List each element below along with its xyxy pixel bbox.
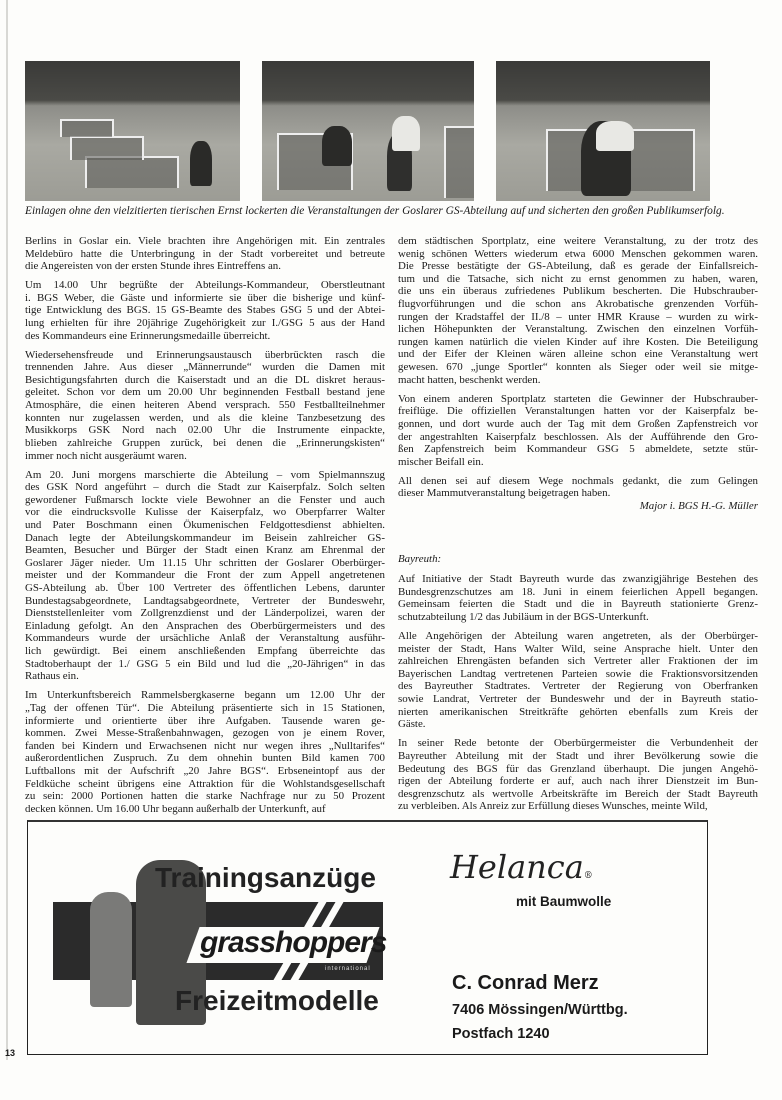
author-signature: Major i. BGS H.-G. Müller <box>639 499 758 512</box>
text-line: die Angereisten von der ersten Stunde ihres Eintreffens an. <box>25 260 281 273</box>
text-line: Gäste. <box>398 718 426 731</box>
text-line: kommen. Zwei Messe-Straßenbahnwagen, gezogen von je einem Rover, <box>25 727 385 740</box>
text-line: außerordentlichen Zuspruch. Zu dem ohnehin bunten Bild kamen 700 <box>25 752 385 765</box>
text-line: Im Unterkunftsbereich Rammelsbergkaserne begann um 12.00 Uhr der <box>25 689 385 702</box>
text-line: Auf Initiative der Stadt Bayreuth wurde das zwanzigjährige Bestehen des <box>398 573 758 586</box>
paragraph <box>25 349 385 462</box>
text-line: dieser Mammutveranstaltung beigetragen haben. <box>398 487 611 500</box>
article-right-column <box>398 235 758 819</box>
text-line: Luftballons mit der Aufschrift „20 Jahre BGS“. Erbseneintopf aus der <box>25 764 385 777</box>
text-line: immer noch nicht ausgeräumt waren. <box>25 449 187 462</box>
text-line: mischer Beifall ein. <box>398 455 484 468</box>
text-line: Danach legte der Abteilungskommandeur im Beisein zahlreicher GS- <box>25 531 385 544</box>
photo-bed-crowd <box>496 61 710 201</box>
text-line: Von einem anderen Sportplatz starteten die Gewinner der Hubschrauber- <box>398 392 758 405</box>
paragraph <box>25 689 385 815</box>
text-line: Goslarer Jäger nieder. Um 11.15 Uhr schritten der Goslarer Oberbürger- <box>25 556 385 569</box>
text-line: gewordener Fußmarsch lockte viele Bewohner an die Fenster und auch <box>25 493 385 506</box>
paragraph <box>25 235 385 273</box>
text-line: der angestrahlten Kaiserpfalz beschlossen. Als der Aufführende den Gro- <box>398 430 758 443</box>
text-line: des Kommandeurs eine Erinnerungsmedaille überreicht. <box>25 329 271 342</box>
text-line: i. BGS Weber, die Gäste und informierte sie über die bisherige und künf- <box>25 291 385 304</box>
text-line: Gemeinsam feierten die Stadt und die in Bayreuth stationierte Grenz- <box>398 598 758 611</box>
text-line: Bayerischen Landtag vertretenen Parteien sowie die Fraktionsvorsitzenden <box>398 667 758 680</box>
helanca-logo-text: Helanca <box>450 848 584 886</box>
text-line: gewesen. 670 „junge Sportler“ konnten als Sieger oder weil sie mitge- <box>398 361 758 374</box>
text-line: meister und der Kommandeur die Front der zum Appell angetretenen <box>25 569 385 582</box>
helanca-logo <box>450 848 593 886</box>
text-line: konnten nur zugelassen werden, und als die kleine Tanzbesetzung des <box>25 411 385 424</box>
text-line: zahlreichen Ehrengästen befanden sich Vertreter aller Fraktionen der im <box>398 655 758 668</box>
text-line: des GSK Nord angeführt – durch die Stadt zur Kaiserpfalz. Solch selten <box>25 481 385 494</box>
text-line: Dienststellenleiter vom Zollgrenzdienst und der Länderpolizei, waren der <box>25 607 385 620</box>
text-line: Beamten, Besucher und Bürger der Stadt einen Kranz am Ehrenmal der <box>25 544 385 557</box>
text-line: Meldebüro hatte die Unterbringung in der Stadt vorbereitet und betreute <box>25 247 385 260</box>
text-line: In seiner Rede betonte der Oberbürgermeister die Verbundenheit der <box>398 737 758 750</box>
text-line: decken können. Um 16.00 Uhr begann außerhalb der Unterkunft, auf <box>25 802 326 815</box>
text-line: desgrenzschutz als wertvolle Arbeitskräfte im Bereich der Stadt Bayreuth <box>398 787 758 800</box>
text-line: gonnen, und dort wurde auch der Tag mit dem Großen Zapfenstreich vor <box>398 417 758 430</box>
headline-freizeitmodelle: Freizeitmodelle <box>175 985 379 1016</box>
text-line: ßen Zapfenstreich beim Kommandeur GSG 5 abmeldete, setzte stür- <box>398 443 758 456</box>
text-line: informierte und orientierte über ihre Aufgaben. Tausende waren ge- <box>25 714 385 727</box>
page-number: 13 <box>5 1048 16 1058</box>
advertisement <box>27 820 708 1055</box>
photo-beds-row <box>25 61 240 201</box>
text-line: vor die eindrucksvolle Kulisse der Kaiserpfalz, wo Oberpfarrer Walter <box>25 506 385 519</box>
text-line: Bundestagsabgeordnete, Landtagsabgeordnete, Vertreter der Bundeswehr, <box>25 594 385 607</box>
text-line: macht hatten, beschenkt werden. <box>398 373 541 386</box>
text-line: lich gewürdigt. Bei einem anschließenden Empfang überreichte das <box>25 645 385 658</box>
text-line: tum und die Tatsache, sich nicht zu ernst genommen zu haben, waren, <box>398 272 758 285</box>
text-line: freiflüge. Die offiziellen Veranstaltungen hatten vor der Kaiserpfalz be- <box>398 405 758 418</box>
company-address: 7406 Mössingen/Württbg. <box>452 1002 628 1018</box>
text-line: Wiedersehensfreude und Erinnerungsaustausch überbrückten rasch die <box>25 348 385 361</box>
text-line: Berlins in Goslar ein. Viele brachten ihre Angehörigen mit. Ein zentrales <box>25 235 385 247</box>
text-line: dem städtischen Sportplatz, eine weitere Veranstaltung, zu der trotz des <box>398 235 758 247</box>
scan-edge <box>6 0 8 1060</box>
registered-mark: ® <box>583 871 593 881</box>
text-line: Bundesgrenzschutzes am 18. Juni in einem feierlichen Appell begangen. <box>398 585 758 598</box>
text-line: Atmosphäre, die einen heiteren Abend versprach. 550 Festballteilnehmer <box>25 399 385 412</box>
text-line: und der Eifer der Kleinen wären alleine schon eine Veranstaltung wert <box>398 348 758 361</box>
paragraph <box>398 475 758 500</box>
text-line: die uns ein überaus zufriedenes Publikum bescherten. Die Hubschrauber- <box>398 285 758 298</box>
text-line: Bayreuther Abteilung mit der Stadt und ihrer Bevölkerung sowie die <box>398 749 758 762</box>
text-line: GS-Abteilung ab. Über 100 Vertreter des öffentlichen Lebens, darunter <box>25 582 385 595</box>
woman-photo <box>90 892 132 1007</box>
text-line: des Bayreuther Stadtrates. Vertreter der Regierung von Oberfranken <box>398 680 758 693</box>
text-line: Besichtigungsfahrten durch die Kaiserstadt und an die DL diskret heraus- <box>25 373 385 386</box>
section-heading-bayreuth: Bayreuth: <box>398 552 442 565</box>
text-line: Kommandeurs wurde der ursächliche Anlaß der Veranstaltung ausführ- <box>25 632 385 645</box>
text-line: zu verbleiben. Als Anreiz zur Erfüllung dieses Wunsches, meinte Wild, <box>398 800 708 813</box>
text-line: rigen der Abteilung forderte er auf, auch nach ihrer Dienstzeit im Bun- <box>398 775 758 788</box>
text-line: blieben zahlreiche Gruppen zurück, bei denen die „Erinnerungskisten“ <box>25 436 385 449</box>
paragraph <box>25 279 385 342</box>
text-line: Alle Angehörigen der Abteilung waren angetreten, als der Oberbürger- <box>398 630 758 643</box>
text-line: tige Entwicklung des BGS. 15 GS-Beamte des Stabes GSG 5 und der Abtei- <box>25 304 385 317</box>
text-line: Die Presse bestätigte der GS-Abteilung, daß es gerade der Einfallsreich- <box>398 260 758 273</box>
paragraph <box>398 235 758 386</box>
paragraph <box>398 630 758 731</box>
helanca-subtitle: mit Baumwolle <box>516 894 612 909</box>
text-line: lung erhielten für ihre 20jährige Zugehörigkeit zur I./GSG 5 aus der Hand <box>25 317 385 330</box>
company-name: C. Conrad Merz <box>452 972 599 994</box>
paragraph <box>398 393 758 469</box>
text-line: geleitet. Schon vor dem um 20.00 Uhr beginnenden Festball bestand jene <box>25 386 385 399</box>
photo-bed-scene <box>262 61 474 201</box>
text-line: Rathaus ein. <box>25 670 79 683</box>
text-line: Feldküche scheint übrigens eine Attraktion für die Wohlstandsgesellschaft <box>25 777 385 790</box>
photo-caption: Einlagen ohne den vielzitierten tierischen Ernst lockerten die Veranstaltungen der Goslarer GS-Abteilung auf und sicherten den großen Publikumserfolg. <box>25 205 725 217</box>
paragraph <box>398 573 758 623</box>
text-line: trennenden Jahre. Aus dieser „Männerrunde“ wurden die Damen mit <box>25 361 385 374</box>
text-line: und Pater Boschmann einen Ökumenischen Feldgottesdienst abhielten. <box>25 518 385 531</box>
text-line: Musikkorps GSK Nord nach 02.00 Uhr die Instrumente einpackte, <box>25 424 385 437</box>
brand-grasshoppers: grasshoppers <box>200 926 387 959</box>
text-line: rungen kamen natürlich die vielen Kinder auf ihre Kosten. Die Beteiligung <box>398 335 758 348</box>
text-line: flugvorführungen und die schon ans Akrobatische grenzenden Vorfüh- <box>398 298 758 311</box>
brand-international: international <box>325 966 371 972</box>
company-postbox: Postfach 1240 <box>452 1026 550 1042</box>
text-line: meister der Stadt, Hans Walter Wild, seine Ansprache hielt. Unter den <box>398 642 758 655</box>
text-line: sowie Landrat, Vertreter der Bundeswehr und der in Bayreuth statio- <box>398 693 758 706</box>
text-line: Stadtoberhaupt der 1./ GSG 5 ein Bild und lud die „20-Jährigen“ in das <box>25 657 385 670</box>
text-line: lichen Höhepunkten der Veranstaltung. Zwischen den einzelnen Vorfüh- <box>398 323 758 336</box>
headline-trainingsanzuege: Trainingsanzüge <box>155 862 376 893</box>
text-line: Am 20. Juni morgens marschierte die Abteilung – vom Spielmannszug <box>25 468 385 481</box>
text-line: zu sein: 2000 Portionen hatten die starke Nachfrage nur zu 50 Prozent <box>25 790 385 803</box>
text-line: Bedeutung des BGS für das Grenzland überhaupt. Die jungen Angehö- <box>398 762 758 775</box>
text-line: nierten amerikanischen Streitkräfte gehörten ebenfalls zum Kreis der <box>398 705 758 718</box>
text-line: All denen sei auf diesem Wege nochmals gedankt, die zum Gelingen <box>398 474 758 487</box>
text-line: schutzabteilung 1/2 das Jubiläum in der BGS-Unterkunft. <box>398 611 649 624</box>
text-line: „Tag der offenen Tür“. Die Abteilung präsentierte sich in 15 Stationen, <box>25 701 385 714</box>
text-line: rungen der Kradstaffel der II./8 – unter HMR Krause – wurden zu wirk- <box>398 310 758 323</box>
text-line: wenig schönen Wetters wiederum etwa 6000 Menschen gekommen waren. <box>398 247 758 260</box>
paragraph <box>398 737 758 813</box>
text-line: fanden bei Kindern und Erwachsenen nicht nur wegen ihres „Nulltarifes“ <box>25 739 385 752</box>
paragraph <box>25 469 385 683</box>
article-left-column <box>25 235 385 822</box>
text-line: Um 14.00 Uhr begrüßte der Abteilungs-Kommandeur, Oberstleutnant <box>25 279 385 292</box>
text-line: Einladung gefolgt. An den Ansprachen des Oberbürgermeisters und des <box>25 619 385 632</box>
